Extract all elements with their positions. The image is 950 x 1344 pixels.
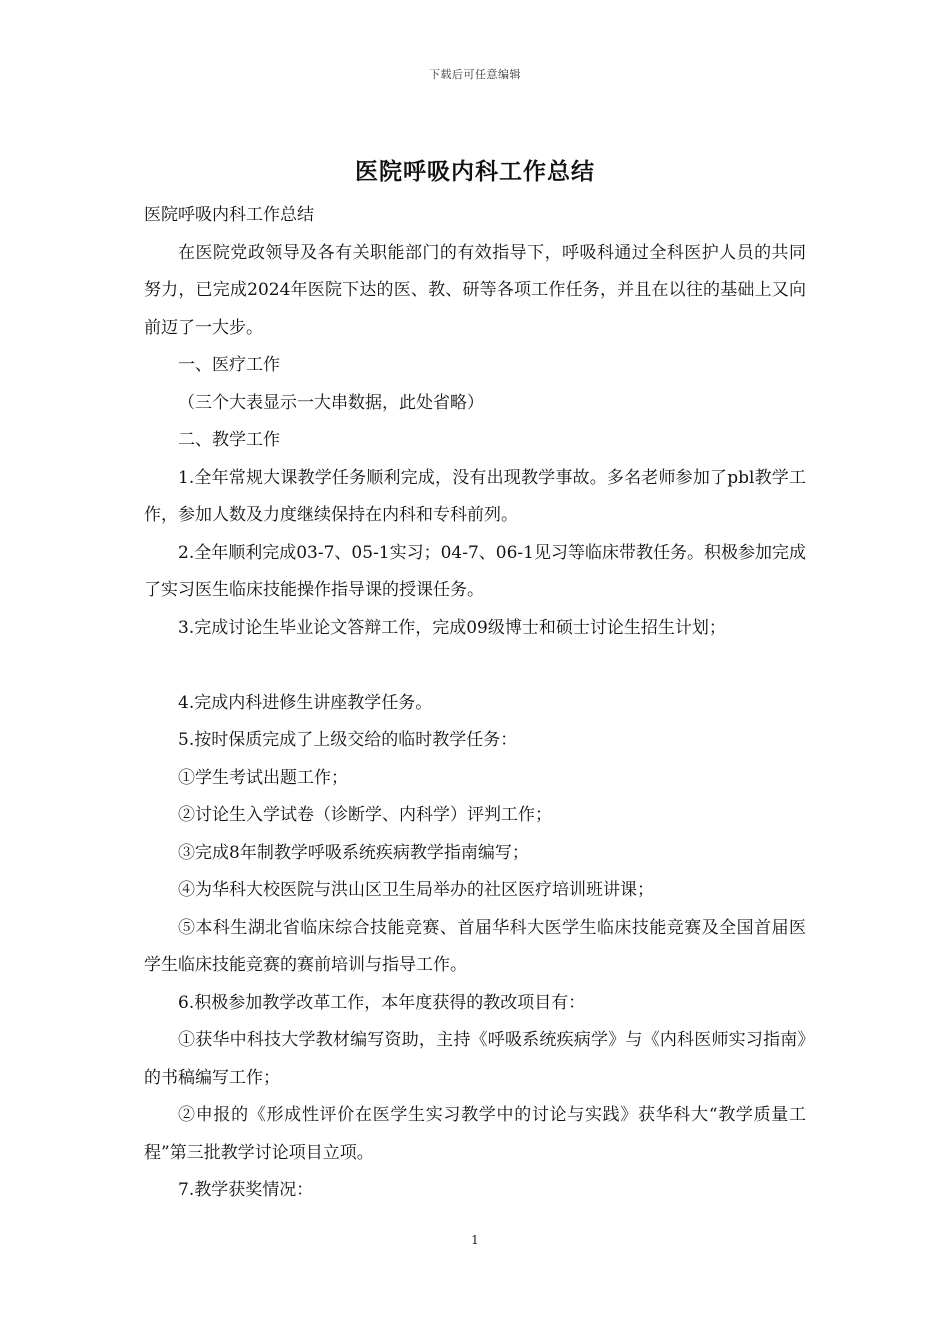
- sub-list-item: ⑤本科生湖北省临床综合技能竞赛、首届华科大医学生临床技能竞赛及全国首届医学生临床技能竞赛的赛前培训与指导工作。: [144, 917, 806, 975]
- list-item: 4.完成内科进修生讲座教学任务。: [178, 692, 433, 713]
- blank-line: [144, 647, 806, 685]
- sub-list-item: ③完成8年制教学呼吸系统疾病教学指南编写；: [178, 842, 529, 863]
- sub-list-item: ①获华中科技大学教材编写资助，主持《呼吸系统疾病学》与《内科医师实习指南》的书稿编写工作；: [144, 1030, 806, 1088]
- document-title: 医院呼吸内科工作总结: [355, 158, 595, 185]
- sub-list-item: ④为华科大校医院与洪山区卫生局举办的社区医疗培训班讲课；: [178, 880, 654, 900]
- sub-list-item: ②讨论生入学试卷（诊断学、内科学）评判工作；: [178, 805, 552, 825]
- page-number: 1: [471, 1233, 479, 1247]
- list-item: 3.完成讨论生毕业论文答辩工作，完成09级博士和硕士讨论生招生计划；: [178, 617, 726, 638]
- section-heading-medical: 一、医疗工作: [178, 355, 280, 375]
- sub-list-item: ②申报的《形成性评价在医学生实习教学中的讨论与实践》获华科大“教学质量工程”第三批教学讨论项目立项。: [144, 1105, 806, 1163]
- list-item: 1.全年常规大课教学任务顺利完成，没有出现教学事故。多名老师参加了pbl教学工作，参加人数及力度继续保持在内科和专科前列。: [144, 467, 806, 525]
- document-body: [144, 197, 806, 1210]
- section-note-omitted-tables: （三个大表显示一大串数据，此处省略）: [178, 392, 484, 413]
- section-heading-teaching: 二、教学工作: [178, 430, 280, 450]
- document-subtitle: 医院呼吸内科工作总结: [144, 205, 314, 225]
- header-note: 下载后可任意编辑: [429, 68, 521, 81]
- sub-list-item: ①学生考试出题工作；: [178, 767, 348, 788]
- intro-paragraph: 在医院党政领导及各有关职能部门的有效指导下，呼吸科通过全科医护人员的共同努力，已完成2024年医院下达的医、教、研等各项工作任务，并且在以往的基础上又向前迈了一大步。: [144, 242, 806, 338]
- list-item: 6.积极参加教学改革工作，本年度获得的教改项目有：: [178, 992, 586, 1013]
- list-item: 7.教学获奖情况：: [178, 1180, 314, 1200]
- list-item: 5.按时保质完成了上级交给的临时教学任务：: [178, 730, 518, 750]
- list-item: 2.全年顺利完成03-7、05-1实习；04-7、06-1见习等临床带教任务。积极参加完成了实习医生临床技能操作指导课的授课任务。: [144, 542, 806, 600]
